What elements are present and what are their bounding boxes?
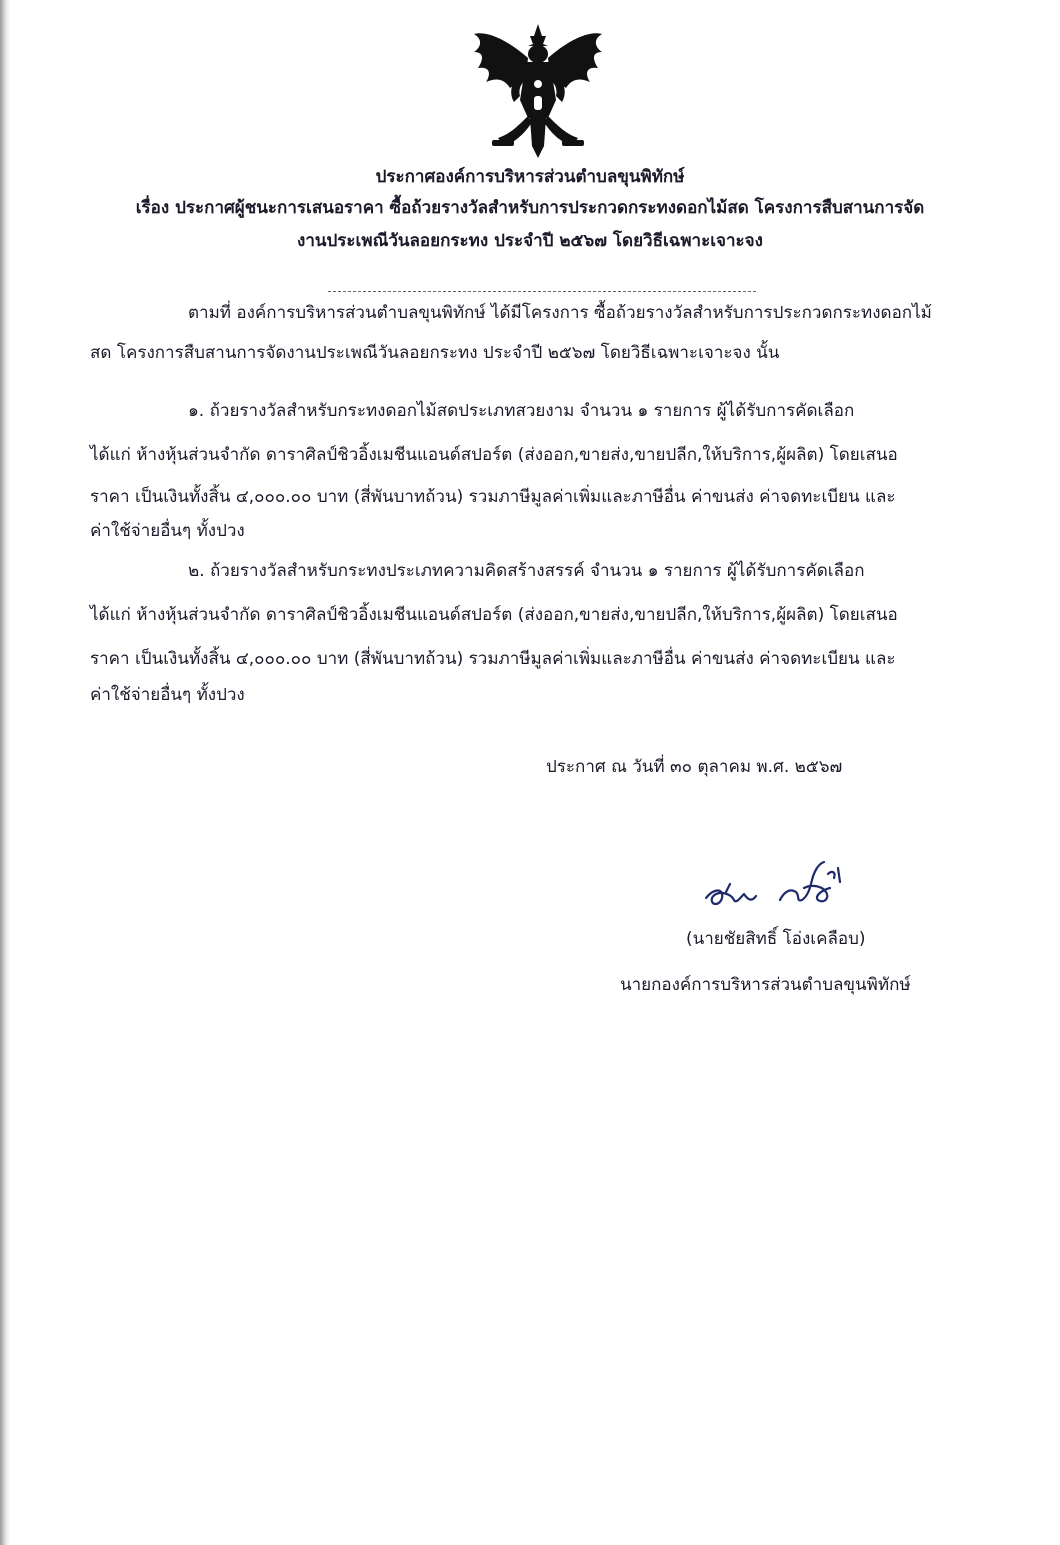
item-1-line-4: ค่าใช้จ่ายอื่นๆ ทั้งปวง — [90, 521, 245, 541]
item-1-line-3: ราคา เป็นเงินทั้งสิ้น ๔,๐๐๐.๐๐ บาท (สี่พันบาทถ้วน) รวมภาษีมูลค่าเพิ่มและภาษีอื่น ค่าขนส่ง ค่าจดทะเบียน และ — [90, 487, 896, 507]
item-1-line-1: ๑. ถ้วยรางวัลสำหรับกระทงดอกไม้สดประเภทสวยงาม จำนวน ๑ รายการ ผู้ได้รับการคัดเลือก — [188, 401, 855, 421]
item-2-line-2: ได้แก่ ห้างหุ้นส่วนจำกัด ดาราศิลป์ชิวอิ้งเมชีนแอนด์สปอร์ต (ส่งออก,ขายส่ง,ขายปลีก,ให้บริการ,ผู้ผลิต) โดยเสนอ — [90, 605, 898, 625]
item-2-line-3: ราคา เป็นเงินทั้งสิ้น ๔,๐๐๐.๐๐ บาท (สี่พันบาทถ้วน) รวมภาษีมูลค่าเพิ่มและภาษีอื่น ค่าขนส่ง ค่าจดทะเบียน และ — [90, 649, 896, 669]
signer-name: (นายชัยสิทธิ์ โอ่งเคลือบ) — [686, 929, 866, 949]
subject-line-2: งานประเพณีวันลอยกระทง ประจำปี ๒๕๖๗ โดยวิธีเฉพาะเจาะจง — [297, 231, 763, 251]
subject-line-1: เรื่อง ประกาศผู้ชนะการเสนอราคา ซื้อถ้วยรางวัลสำหรับการประกวดกระทงดอกไม้สด โครงการสืบสานการจัด — [135, 198, 925, 218]
intro-line-2: สด โครงการสืบสานการจัดงานประเพณีวันลอยกระทง ประจำปี ๒๕๖๗ โดยวิธีเฉพาะเจาะจง นั้น — [90, 343, 780, 363]
intro-line-1: ตามที่ องค์การบริหารส่วนตำบลขุนพิทักษ์ ได้มีโครงการ ซื้อถ้วยรางวัลสำหรับการประกวดกระทงดอกไม้ — [188, 303, 932, 323]
item-2-line-4: ค่าใช้จ่ายอื่นๆ ทั้งปวง — [90, 685, 245, 705]
header-divider — [328, 291, 756, 292]
document-title: ประกาศองค์การบริหารส่วนตำบลขุนพิทักษ์ — [375, 167, 685, 187]
handwritten-signature — [700, 858, 870, 918]
signer-position: นายกองค์การบริหารส่วนตำบลขุนพิทักษ์ — [620, 975, 911, 995]
announcement-date: ประกาศ ณ วันที่ ๓๐ ตุลาคม พ.ศ. ๒๕๖๗ — [546, 757, 843, 777]
item-2-line-1: ๒. ถ้วยรางวัลสำหรับกระทงประเภทความคิดสร้างสรรค์ จำนวน ๑ รายการ ผู้ได้รับการคัดเลือก — [188, 561, 865, 581]
garuda-emblem-icon — [470, 22, 606, 162]
item-1-line-2: ได้แก่ ห้างหุ้นส่วนจำกัด ดาราศิลป์ชิวอิ้งเมชีนแอนด์สปอร์ต (ส่งออก,ขายส่ง,ขายปลีก,ให้บริการ,ผู้ผลิต) โดยเสนอ — [90, 445, 898, 465]
